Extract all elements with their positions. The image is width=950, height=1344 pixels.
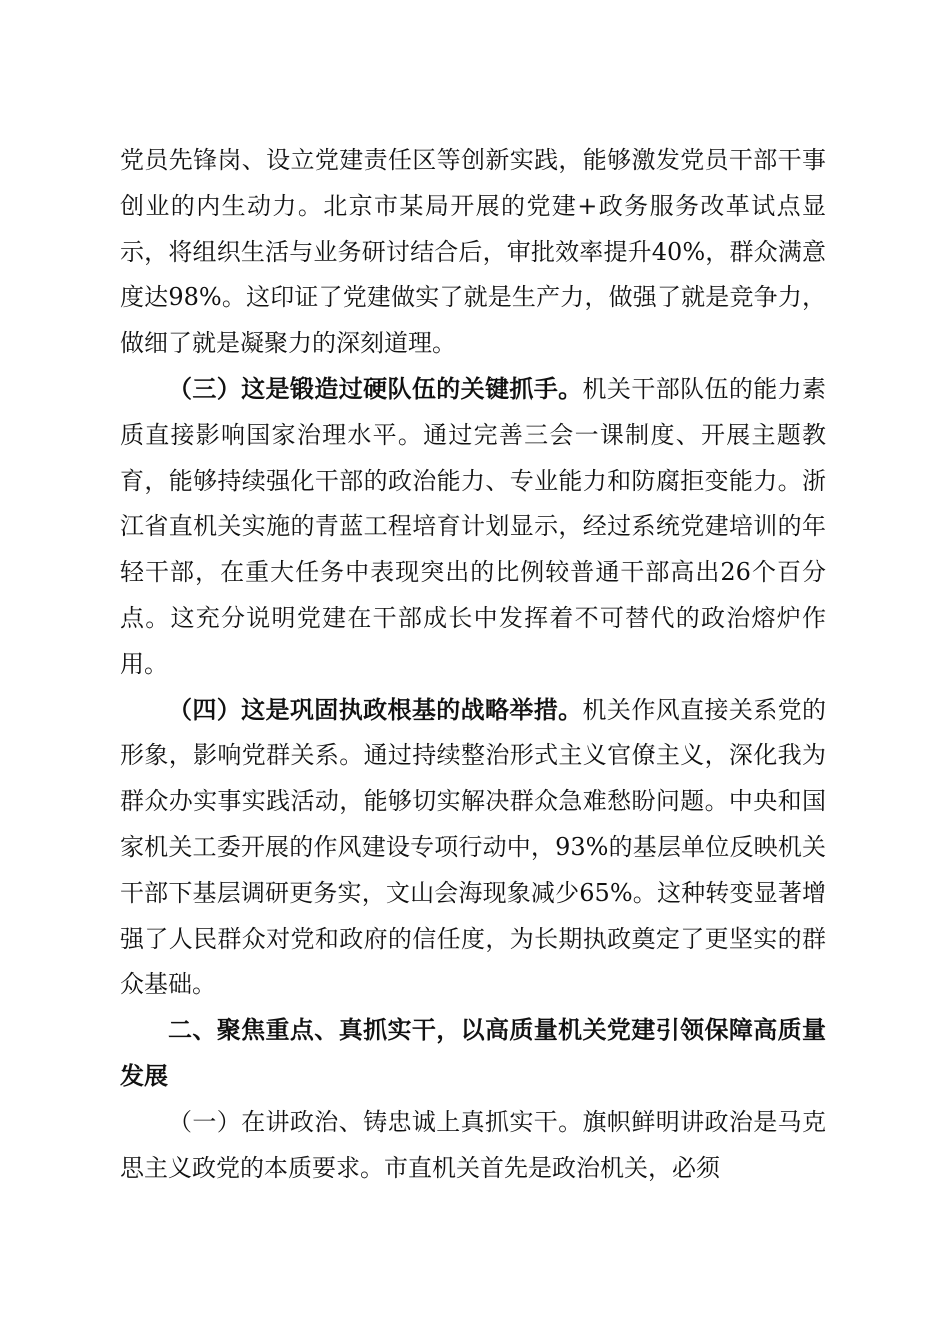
paragraph-section-three [120, 367, 826, 688]
paragraph-lead: （四）这是巩固执政根基的战略举措。 [168, 695, 583, 724]
paragraph-text: 旗帜鲜明讲政治是马克思主义政党的本质要求。市直机关首先是政治机关，必须 [120, 1107, 827, 1182]
paragraph-section-four [120, 688, 826, 1009]
document-body [120, 138, 826, 1191]
paragraph-subsection-one [120, 1100, 826, 1192]
paragraph-lead: （三）这是锻造过硬队伍的关键抓手。 [168, 374, 583, 403]
paragraph-text: 机关作风直接关系党的形象，影响党群关系。通过持续整治形式主义官僚主义，深化我为群众办实事实践活动，能够切实解决群众急难愁盼问题。中央和国家机关工委开展的作风建设专项行动中，93%的基层单位反映机关干部下基层调研更务实，文山会海现象减少65%。这种转变显著增强了人民群众对党和政府的信任度，为长期执政奠定了更坚实的群众基础。 [120, 695, 827, 999]
paragraph-text: 机关干部队伍的能力素质直接影响国家治理水平。通过完善三会一课制度、开展主题教育，能够持续强化干部的政治能力、专业能力和防腐拒变能力。浙江省直机关实施的青蓝工程培育计划显示，经过系统党建培训的年轻干部，在重大任务中表现突出的比例较普通干部高出26个百分点。这充分说明党建在干部成长中发挥着不可替代的政治熔炉作用。 [120, 374, 827, 678]
paragraph-lead: （一）在讲政治、铸忠诚上真抓实干。 [168, 1107, 583, 1136]
section-heading: 二、聚焦重点、真抓实干，以高质量机关党建引领保障高质量发展 [120, 1016, 826, 1090]
paragraph-text: 党员先锋岗、设立党建责任区等创新实践，能够激发党员干部干事创业的内生动力。北京市某局开展的党建+政务服务改革试点显示，将组织生活与业务研讨结合后，审批效率提升40%，群众满意度达98%。这印证了党建做实了就是生产力，做强了就是竞争力，做细了就是凝聚力的深刻道理。 [120, 146, 826, 358]
paragraph-continuation [120, 138, 826, 367]
